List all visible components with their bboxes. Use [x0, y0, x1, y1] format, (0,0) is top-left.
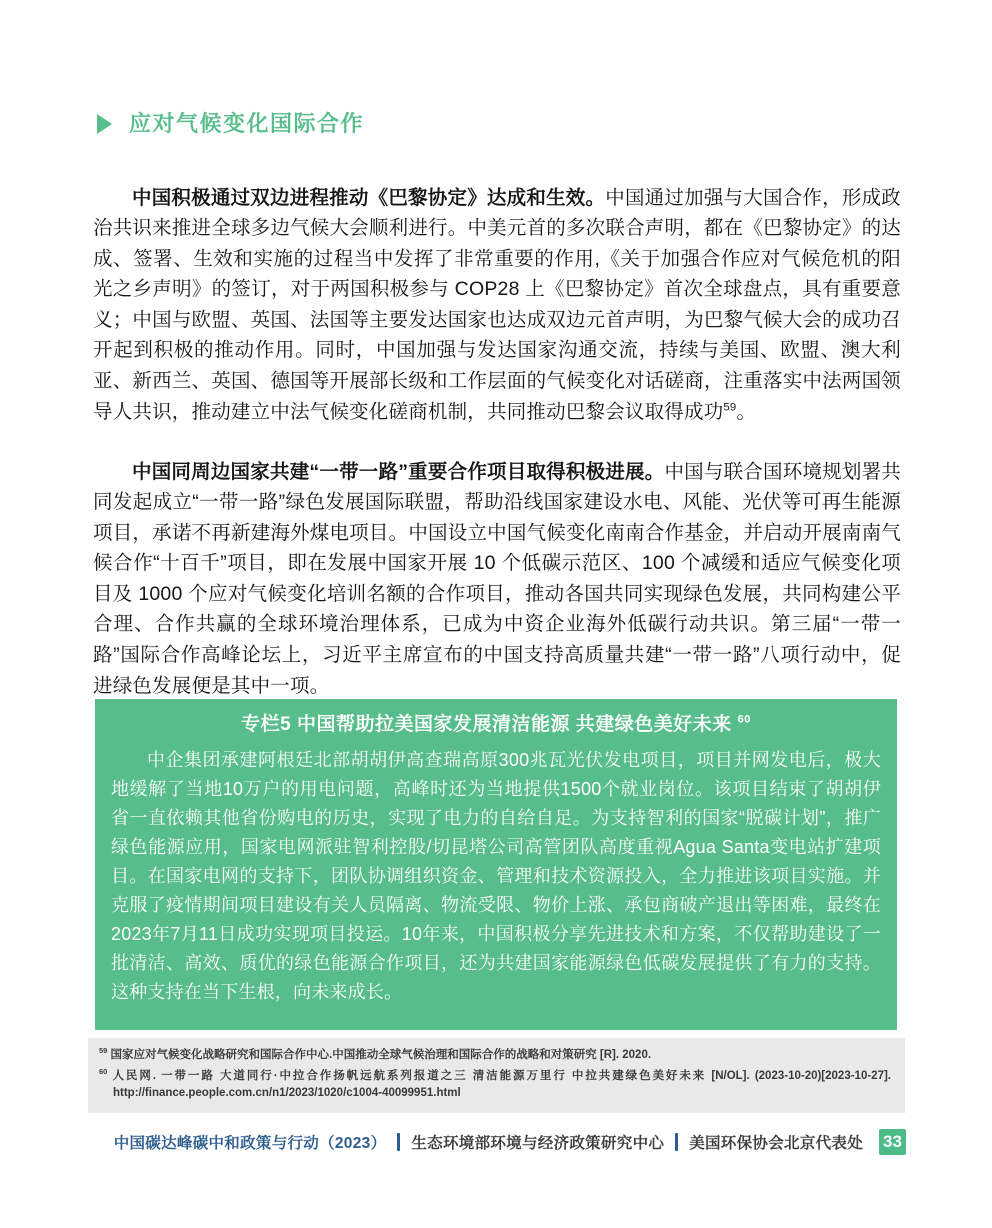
page-number-badge: 33 — [879, 1129, 906, 1155]
footnote-text: 国家应对气候变化战略研究和国际合作中心.中国推动全球气候治理和国际合作的战略和对策研究 [R]. 2020. — [110, 1049, 652, 1061]
footnote-text: 人民网. 一带一路 大道同行·中拉合作扬帆远航系列报道之三 清洁能源万里行 中拉共建绿色美好未来 [N/OL]. (2023-10-20)[2023-10-27]. http://finance.people.com.cn/n1/2023/1020/c1004-40099951.html — [112, 1069, 891, 1099]
callout-box-title-text: 专栏5 中国帮助拉美国家发展清洁能源 共建绿色美好未来 — [241, 714, 732, 735]
footer-separator-icon — [675, 1133, 678, 1151]
page-footer — [0, 1129, 992, 1155]
footnote-ref-60: 60 — [737, 713, 751, 726]
paragraph-bilateral-cooperation — [93, 183, 901, 428]
footer-org-edf: 美国环保协会北京代表处 — [689, 1135, 863, 1152]
footnote-ref-59: 59 — [723, 401, 737, 414]
footer-separator-icon — [397, 1133, 400, 1151]
section-title: 应对气候变化国际合作 — [129, 111, 365, 136]
paragraph-body: 中国通过加强与大国合作，形成政治共识来推进全球多边气候大会顺利进行。中美元首的多次联合声明，都在《巴黎协定》的达成、签署、生效和实施的过程当中发挥了非常重要的作用,《关于加强合作应对气候危机的阳光之乡声明》的签订，对于两国积极参与 COP28 上《巴黎协定》首次全球盘点，具有重要意义；中国与欧盟、英国、法国等主要发达国家也达成双边元首声明，为巴黎气候大会的成功召开起到积极的推动作用。同时，中国加强与发达国家沟通交流，持续与美国、欧盟、澳大利亚、新西兰、英国、德国等开展部长级和工作层面的气候变化对话磋商，注重落实中法两国领导人共识，推动建立中法气候变化磋商机制，共同推动巴黎会议取得成功 — [93, 186, 901, 423]
callout-box-title — [111, 711, 881, 738]
footnote-number: 59 — [99, 1046, 108, 1056]
footnote-59 — [99, 1047, 891, 1065]
footnote-number: 60 — [99, 1066, 108, 1076]
paragraph-lead: 中国同周边国家共建“一带一路”重要合作项目取得积极进展。 — [132, 460, 665, 483]
footnote-panel — [88, 1038, 905, 1113]
paragraph-belt-and-road — [93, 457, 901, 702]
footer-report-title: 中国碳达峰碳中和政策与行动（2023） — [113, 1135, 387, 1152]
footnote-60 — [99, 1068, 891, 1103]
section-heading — [97, 111, 364, 137]
paragraph-body: 中国与联合国环境规划署共同发起成立“一带一路”绿色发展国际联盟，帮助沿线国家建设水电、风能、光伏等可再生能源项目，承诺不再新建海外煤电项目。中国设立中国气候变化南南合作基金，并启动开展南南气候合作“十百千”项目，即在发展中国家开展 10 个低碳示范区、100 个减缓和适应气候变化项目及 1000 个应对气候变化培训名额的合作项目，推动各国共同实现绿色发展，共同构建公平合理、合作共赢的全球环境治理体系，已成为中资企业海外低碳行动共识。第三届“一带一路”国际合作高峰论坛上，习近平主席宣布的中国支持高质量共建“一带一路”八项行动中，促进绿色发展便是其中一项。 — [93, 460, 901, 697]
callout-box-body: 中企集团承建阿根廷北部胡胡伊高查瑞高原300兆瓦光伏发电项目，项目并网发电后，极大地缓解了当地10万户的用电问题，高峰时还为当地提供1500个就业岗位。该项目结束了胡胡伊省一直依赖其他省份购电的历史，实现了电力的自给自足。为支持智利的国家“脱碳计划”，推广绿色能源应用，国家电网派驻智利控股/切昆塔公司高管团队高度重视Agua Santa变电站扩建项目。在国家电网的支持下，团队协调组织资金、管理和技术资源投入，全力推进该项目实施。并克服了疫情期间项目建设有关人员隔离、物流受限、物价上涨、承包商破产退出等困难，最终在2023年7月11日成功实现项目投运。10年来，中国积极分享先进技术和方案，不仅帮助建设了一批清洁、高效、质优的绿色能源合作项目，还为共建国家能源绿色低碳发展提供了有力的支持。这种支持在当下生根，向未来成长。 — [111, 750, 881, 1002]
triangle-bullet-icon — [97, 114, 112, 134]
paragraph-tail: 。 — [736, 400, 757, 423]
paragraph-lead: 中国积极通过双边进程推动《巴黎协定》达成和生效。 — [132, 186, 606, 209]
callout-box-5 — [95, 699, 897, 1030]
footer-org-center: 生态环境部环境与经济政策研究中心 — [411, 1135, 665, 1152]
